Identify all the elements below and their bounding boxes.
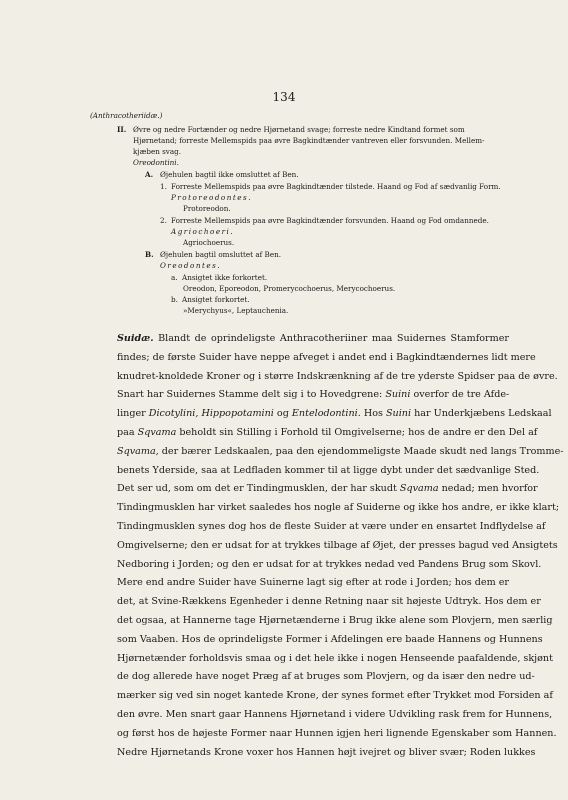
text-line bbox=[117, 424, 538, 443]
italic-term: Sqvama bbox=[399, 483, 439, 495]
text-run: det, at Svine-Rækkens Egenheder i denne Retning naar sit højeste Udtryk. Hos dem er bbox=[117, 596, 541, 608]
section-bb-genera: »Merychyus«, Leptauchenia. bbox=[183, 306, 289, 315]
section-a-marker: A. bbox=[145, 170, 154, 179]
text-run: knudret-knoldede Kroner og i større Indskrænkning af de tre yderste Spidser paa de øvre. bbox=[117, 370, 558, 382]
section-a2-genera: Agriochoerus. bbox=[183, 238, 235, 247]
text-line bbox=[117, 706, 553, 725]
group-numeral: II. bbox=[117, 125, 127, 134]
text-run: benets Yderside, saa at Ledfladen kommer til at ligge dybt under det sædvanlige Sted. bbox=[117, 464, 540, 476]
text-line bbox=[117, 612, 553, 631]
text-run: og først hos de højeste Former naar Hunnen igjen heri lignende Egenskaber som Hannen. bbox=[117, 727, 557, 739]
text-run: linger bbox=[117, 408, 149, 420]
text-run: findes; de første Suider have neppe afveget i andet end i Bagkindtændernes lidt mere bbox=[117, 351, 536, 363]
text-run: som Vaaben. Hos de oprindeligste Former i Afdelingen ere baade Hannens og Hunnens bbox=[117, 633, 543, 645]
text-run: mærker sig ved sin noget kantede Krone, der synes formet efter Trykket mod Forsiden af bbox=[117, 690, 553, 702]
text-run: Tindingmusklen synes dog hos de fleste Suider at være under en ensartet Indflydelse af bbox=[117, 520, 546, 532]
text-line bbox=[117, 650, 553, 669]
italic-term: Entelodontini. bbox=[291, 408, 361, 420]
italic-term: Sqvama bbox=[137, 426, 177, 438]
text-run: paa bbox=[117, 426, 138, 438]
text-line bbox=[117, 499, 560, 518]
page-number: 134 bbox=[272, 90, 296, 104]
text-line bbox=[117, 462, 540, 481]
text-line bbox=[117, 349, 536, 368]
text-run: Hjørnetænder forholdsvis smaa og i det hele ikke i nogen Henseende paafaldende, skjønt bbox=[117, 652, 553, 664]
section-a2-name: Agriochoeri. bbox=[171, 227, 235, 236]
text-line bbox=[117, 744, 536, 763]
section-a2-text: Forreste Mellemspids paa øvre Bagkindtænder forsvunden. Haand og Fod omdannede. bbox=[171, 216, 489, 225]
section-a1-marker: 1. bbox=[160, 182, 167, 191]
group-name: Oreodontini. bbox=[133, 158, 179, 167]
section-bb-marker: b. bbox=[171, 295, 178, 304]
italic-term: Suidæ. bbox=[117, 333, 154, 344]
family-label: (Anthracotheriidæ.) bbox=[90, 111, 163, 120]
text-line bbox=[117, 668, 535, 687]
italic-term: Sqvama, bbox=[117, 445, 159, 457]
text-run: de dog allerede have noget Præg af at bruges som Plovjern, og da især den nedre ud- bbox=[117, 671, 535, 683]
italic-term: Suini bbox=[385, 389, 411, 401]
text-line bbox=[117, 368, 558, 387]
text-run: Nedboring i Jorden; og den er udsat for at trykkes nedad ved Pandens Brug som Skovl. bbox=[117, 558, 542, 570]
text-run: Det ser ud, som om det er Tindingmusklen, der har skudt bbox=[117, 483, 400, 495]
text-run: nedad; men hvorfor bbox=[438, 483, 538, 495]
group-description-line-1: Øvre og nedre Fortænder og nedre Hjørnetand svage; forreste nedre Kindtand formet som bbox=[133, 125, 465, 134]
section-b-text: Øjehulen bagtil omsluttet af Ben. bbox=[160, 250, 281, 259]
text-line bbox=[117, 405, 552, 424]
italic-term: Suini bbox=[385, 408, 412, 420]
text-run: Mere end andre Suider have Suinerne lagt sig efter at rode i Jorden; hos dem er bbox=[117, 577, 509, 589]
section-ba-genera: Oreodon, Eporeodon, Promerycochoerus, Merycochoerus. bbox=[183, 284, 396, 293]
text-line bbox=[117, 725, 557, 744]
text-line bbox=[117, 443, 564, 462]
text-run: Omgivelserne; den er udsat for at trykkes tilbage af Øjet, der presses bagud ved Ansigtets bbox=[117, 539, 558, 551]
text-run: Blandt de oprindeligste Anthracotheriiner maa Suidernes Stamformer bbox=[153, 333, 509, 344]
text-line bbox=[117, 330, 509, 349]
text-line bbox=[117, 480, 538, 499]
text-line bbox=[117, 518, 546, 537]
italic-term: Hippopotamini bbox=[201, 408, 274, 420]
section-a1-name: Protoreodontes. bbox=[171, 193, 253, 202]
section-b-marker: B. bbox=[145, 250, 154, 259]
section-a2-marker: 2. bbox=[160, 216, 167, 225]
text-line bbox=[117, 537, 558, 556]
text-run: det ogsaa, at Hannerne tage Hjørnetænderne i Brug ikke alene som Plovjern, men særlig bbox=[117, 614, 553, 626]
text-run: har Underkjæbens Ledskaal bbox=[411, 408, 552, 420]
section-a1-text: Forreste Mellemspids paa øvre Bagkindtænder tilstede. Haand og Fod af sædvanlig Form. bbox=[171, 182, 501, 191]
section-a-text: Øjehulen bagtil ikke omsluttet af Ben. bbox=[160, 170, 299, 179]
text-run: Hos bbox=[360, 408, 386, 420]
text-line bbox=[117, 574, 509, 593]
text-line bbox=[117, 556, 542, 575]
body-text bbox=[117, 330, 564, 762]
section-b-name: Oreodontes. bbox=[160, 261, 222, 270]
group-description-line-2: Hjørnetand; forreste Mellemspids paa øvre Bagkindtænder vantreven eller forsvunden. Mellem- bbox=[133, 136, 485, 145]
text-run: Tindingmusklen har virket saaledes hos nogle af Suiderne og ikke hos andre, er ikke klart; bbox=[117, 502, 560, 514]
text-line bbox=[117, 593, 541, 612]
text-run: beholdt sin Stilling i Forhold til Omgivelserne; hos de andre er den Del af bbox=[176, 426, 538, 438]
text-run: overfor de tre Afde- bbox=[410, 389, 510, 401]
section-a1-genera: Protoreodon. bbox=[183, 204, 231, 213]
text-line bbox=[117, 631, 543, 650]
section-ba-text: Ansigtet ikke forkortet. bbox=[182, 273, 268, 282]
text-run: den øvre. Men snart gaar Hannens Hjørnetand i videre Udvikling rask frem for Hunnens, bbox=[117, 708, 553, 720]
section-ba-marker: a. bbox=[171, 273, 178, 282]
text-line bbox=[117, 687, 553, 706]
text-run: Nedre Hjørnetands Krone voxer hos Hannen højt ivejret og bliver svær; Roden lukkes bbox=[117, 746, 536, 758]
italic-term: Dicotylini, bbox=[148, 408, 199, 420]
text-line bbox=[117, 386, 509, 405]
text-run: der bærer Ledskaalen, paa den ejendommeligste Maade skudt ned langs Tromme- bbox=[158, 445, 564, 457]
group-description-line-3: kjæben svag. bbox=[133, 147, 182, 156]
text-run: og bbox=[273, 408, 292, 420]
text-run: Snart har Suidernes Stamme delt sig i to Hovedgrene: bbox=[117, 389, 386, 401]
section-bb-text: Ansigtet forkortet. bbox=[182, 295, 250, 304]
